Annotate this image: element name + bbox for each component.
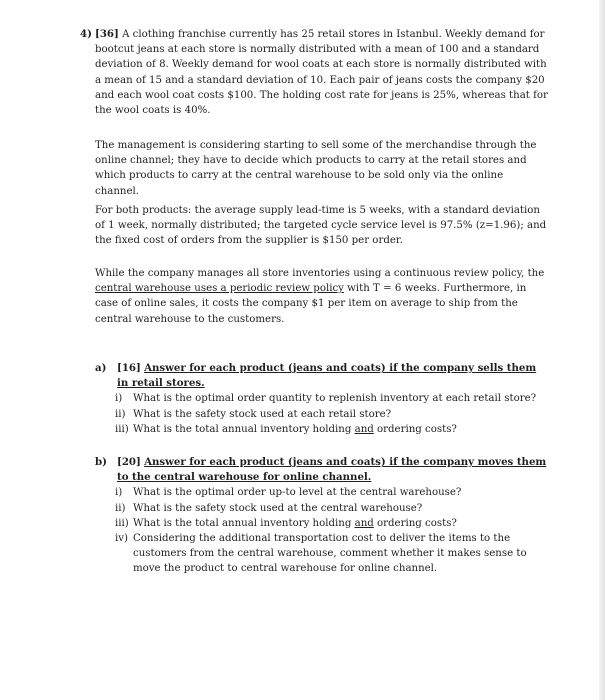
paragraph-online-channel: The management is considering starting to sell some of the merchandise through the online channel; they have to decide which products to carry at the retail stores and which products to carry at the central warehouse to be sold only via the online channel. <box>95 140 537 197</box>
periodic-review-policy-phrase: central warehouse uses a periodic review policy <box>95 283 344 295</box>
question-intro-text: A clothing franchise currently has 25 retail stores in Istanbul. Weekly demand for bootcut jeans at each store is normally distributed with a mean of 100 and a standard deviation of 8. Weekly demand for wool coats at each store is normally distributed with a mean of 15 and a standard deviation of 10. Each pair of jeans costs the company $20 and each wool coat costs $100. The holding cost rate for jeans is 25%, whereas that for the wool coats is 40%. <box>95 29 548 117</box>
question-points: [36] <box>95 28 119 40</box>
part-a-letter: a) <box>95 362 107 374</box>
part-b-questions <box>95 485 550 576</box>
part-b-points: [20] <box>117 456 141 468</box>
part-a-questions <box>95 391 550 437</box>
question-intro <box>80 27 550 118</box>
list-item: i) What is the optimal order quantity to replenish inventory at each retail store? <box>115 393 537 405</box>
page-edge-shadow <box>599 0 605 700</box>
list-item: iv) Considering the additional transportation cost to deliver the items to the customers from the central warehouse, comment whether it makes sense to move the product to central warehouse for online channel. <box>115 533 527 575</box>
part-a-points: [16] <box>117 362 141 374</box>
list-item: i) What is the optimal order up-to level at the central warehouse? <box>115 487 462 499</box>
part-b <box>95 455 550 577</box>
paragraph-both-products: For both products: the average supply lead-time is 5 weeks, with a standard deviation of 1 week, normally distributed; the targeted cycle service level is 97.5% (z=1.96); and the fixed cost of orders from the supplier is $150 per order. <box>95 205 547 247</box>
list-item: iii) What is the total annual inventory holding and ordering costs? <box>115 517 457 529</box>
part-a-heading-text: Answer for each product (jeans and coats) if the company sells them in retail stores. <box>117 362 537 390</box>
paragraph-review-policy: While the company manages all store inventories using a continuous review policy, the central warehouse uses a periodic review policy with T = 6 weeks. Furthermore, in case of online sales, it costs the company $1 per item on average to ship from the central warehouse to the customers. <box>95 268 545 325</box>
list-item: ii) What is the safety stock used at the central warehouse? <box>115 502 423 514</box>
part-a <box>95 361 550 437</box>
list-item: iii) What is the total annual inventory holding and ordering costs? <box>115 423 457 435</box>
part-b-letter: b) <box>95 456 107 468</box>
question-number: 4) <box>80 28 92 40</box>
list-item: ii) What is the safety stock used at each retail store? <box>115 408 392 420</box>
part-b-heading-text: Answer for each product (jeans and coats) if the company moves them to the central warehouse for online channel. <box>117 456 547 484</box>
part-a-heading <box>95 361 550 391</box>
part-b-heading <box>95 455 550 485</box>
